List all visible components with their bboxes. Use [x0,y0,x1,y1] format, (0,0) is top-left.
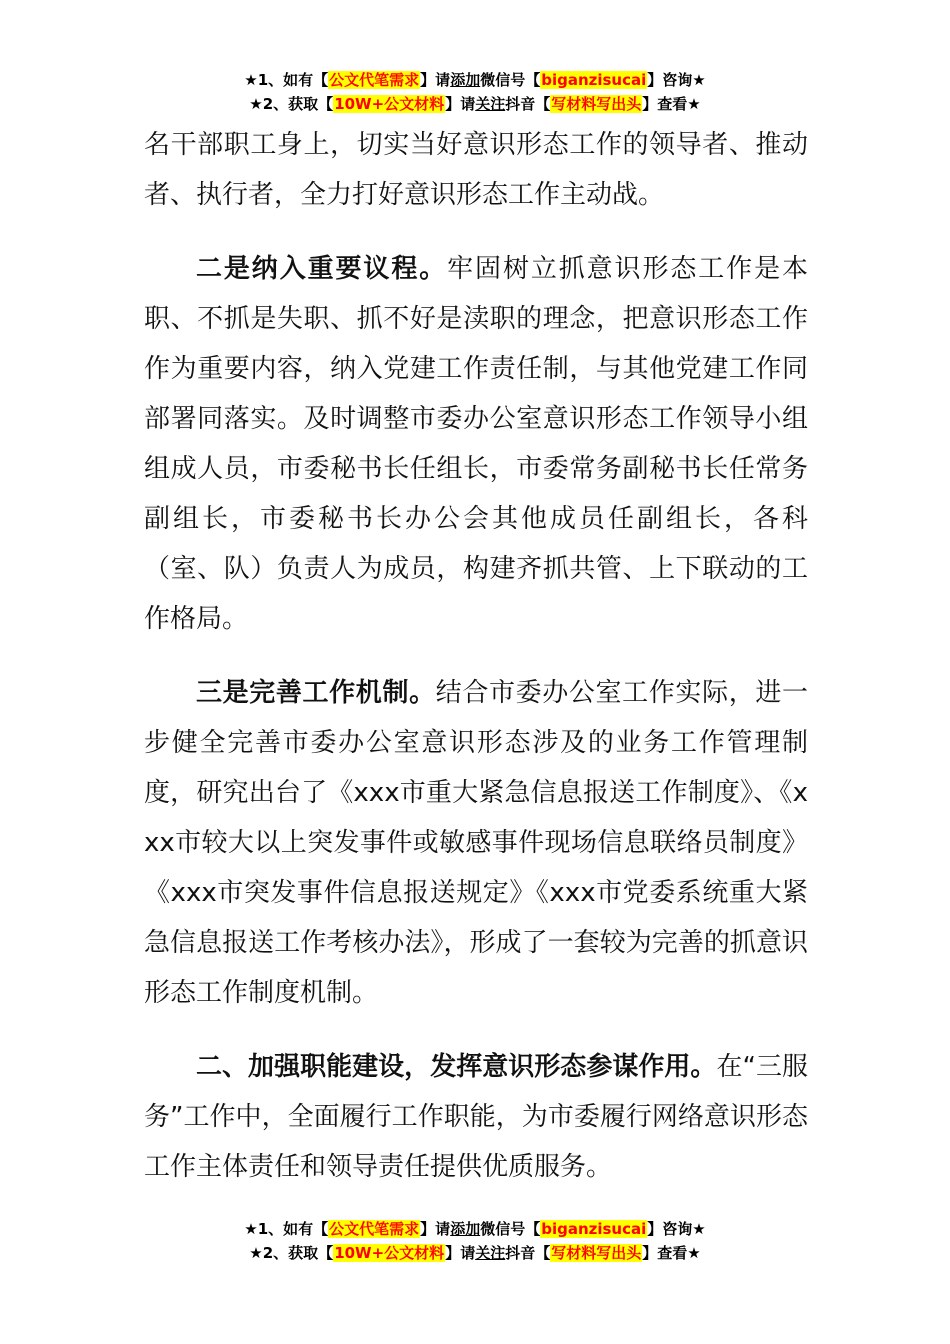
document-body [144,120,808,1192]
star-icon: ★ [244,1220,258,1238]
highlight-wechat-id: biganzisucai [541,71,647,89]
highlight-service: 公文代笔需求 [329,1220,420,1238]
banner-line-1: ★1、如有【公文代笔需求】请添加微信号【biganzisucai】咨询★ [244,71,706,89]
footer-banner [0,1217,950,1265]
banner-line-1: ★1、如有【公文代笔需求】请添加微信号【biganzisucai】咨询★ [244,1220,706,1238]
star-icon: ★ [249,95,263,113]
star-icon: ★ [249,1244,263,1262]
highlight-douyin-id: 写材料写出头 [551,1244,642,1262]
header-banner [0,68,950,116]
paragraph-continued: 名干部职工身上，切实当好意识形态工作的领导者、推动者、执行者，全力打好意识形态工作主动战。 [144,130,808,210]
highlight-materials: 10W+公文材料 [334,1244,445,1262]
banner-line-2: ★2、获取【10W+公文材料】请关注抖音【写材料写出头】查看★ [249,1244,701,1262]
highlight-service: 公文代笔需求 [329,71,420,89]
paragraph-heading: 三是完善工作机制。 [196,678,436,708]
star-icon: ★ [244,71,258,89]
paragraph-agenda: 二是纳入重要议程。牢固树立抓意识形态工作是本职、不抓是失职、抓不好是渎职的理念，把意识形态工作作为重要内容，纳入党建工作责任制，与其他党建工作同部署同落实。及时调整市委办公室意识形态工作领导小组组成人员，市委秘书长任组长，市委常务副秘书长任常务副组长，市委秘书长办公会其他成员任副组长，各科（室、队）负责人为成员，构建齐抓共管、上下联动的工作格局。 [144,254,808,634]
paragraph-section-two: 二、加强职能建设，发挥意识形态参谋作用。在“三服务”工作中，全面履行工作职能，为市委履行网络意识形态工作主体责任和领导责任提供优质服务。 [144,1052,808,1182]
highlight-douyin-id: 写材料写出头 [551,95,642,113]
paragraph-mechanism: 三是完善工作机制。结合市委办公室工作实际，进一步健全完善市委办公室意识形态涉及的业务工作管理制度，研究出台了《xxx市重大紧急信息报送工作制度》、《xxx市较大以上突发事件或敏感事件现场信息联络员制度》《xxx市突发事件信息报送规定》《xxx市党委系统重大紧急信息报送工作考核办法》，形成了一套较为完善的抓意识形态工作制度机制。 [144,678,808,1008]
highlight-wechat-id: biganzisucai [541,1220,647,1238]
section-heading: 二、加强职能建设，发挥意识形态参谋作用。 [196,1052,717,1082]
banner-line-2: ★2、获取【10W+公文材料】请关注抖音【写材料写出头】查看★ [249,95,701,113]
highlight-materials: 10W+公文材料 [334,95,445,113]
paragraph-heading: 二是纳入重要议程。 [196,254,448,284]
